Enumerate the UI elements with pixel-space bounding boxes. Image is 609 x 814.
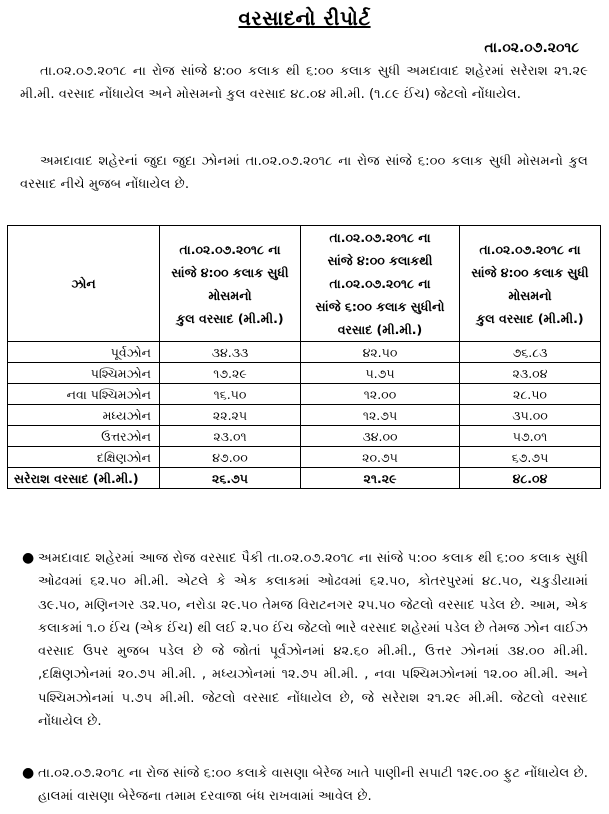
header-4pm-to-6pm (301, 226, 460, 342)
value-cell: ૨૩.૦૧ (160, 426, 301, 447)
header-line: મોસમનો (208, 287, 252, 303)
report-date: તા.૦૨.૦૭.૨૦૧૮ (484, 40, 579, 56)
value-cell: ૨૦.૭૫ (301, 447, 460, 468)
value-cell: ૪૭.૦૦ (160, 447, 301, 468)
header-total-till-4pm (160, 226, 301, 342)
value-cell: ૨૨.૨૫ (160, 405, 301, 426)
table-row (8, 363, 601, 384)
total-value-cell: ૪૮.૦૪ (460, 468, 601, 489)
value-cell: ૫.૭૫ (301, 363, 460, 384)
header-line: તા.૦૨.૦૭.૨૦૧૮ ના (329, 276, 431, 291)
total-label-cell: સરેરાશ વરસાદ (મી.મી.) (8, 468, 160, 489)
zone-cell: મધ્યઝોન (8, 405, 160, 426)
header-line: સાંજે ૪:૦૦ કલાક સુધી (471, 264, 589, 280)
value-cell: ૩૫.૦૦ (460, 405, 601, 426)
value-cell: ૧૨.૭૫ (301, 405, 460, 426)
total-value-cell: ૨૧.૨૯ (301, 468, 460, 489)
header-line: કુલ વરસાદ (મી.મી.) (176, 310, 284, 326)
table-row (8, 342, 601, 363)
value-cell: ૧૨.૦૦ (301, 384, 460, 405)
value-cell: ૧૭.૨૯ (160, 363, 301, 384)
value-cell: ૧૬.૫૦ (160, 384, 301, 405)
zone-cell: ઉત્તરઝોન (8, 426, 160, 447)
header-line: વરસાદ (મી.મી.) (337, 322, 423, 337)
total-value-cell: ૨૬.૭૫ (160, 468, 301, 489)
value-cell: ૬૭.૭૫ (460, 447, 601, 468)
report-title: વરસાદનો રીપોર્ટ (238, 6, 371, 30)
bullet-item (22, 762, 588, 809)
value-cell: ૨૮.૫૦ (460, 384, 601, 405)
intro-paragraph: તા.૦૨.૦૭.૨૦૧૮ ના રોજ સાંજે ૪:૦૦ કલાક થી ૬:૦૦ કલાક સુધી અમદાવાદ શહેરમાં સરેરાશ ૨૧.૨૯ મી.મી. વરસાદ નોંધાયેલ અને મોસમનો કુલ વરસાદ ૪૮.૦૪ મી.મી. (૧.૮૯ ઈંચ) જેટલો નોંધાયેલ. (20, 64, 588, 102)
table-row (8, 384, 601, 405)
value-cell: ૩૪.૩૩ (160, 342, 301, 363)
header-line: તા.૦૨.૦૭.૨૦૧૮ ના (479, 241, 581, 257)
zone-intro-paragraph: અમદાવાદ શહેરનાં જુદા જુદા ઝોનમાં તા.૦૨.૦૭.૨૦૧૮ ના રોજ સાંજે ૬:૦૦ કલાક સુધી મોસમનો કુલ વરસાદ નીચે મુજબ નોંધાયેલ છે. (20, 154, 588, 192)
table-row (8, 447, 601, 468)
header-line: સાંજે ૬:૦૦ કલાક સુધીનો (315, 299, 445, 314)
header-line: સાંજે ૪:૦૦ કલાક સુધી (171, 264, 289, 280)
table-total-row (8, 468, 601, 489)
zone-cell: પૂર્વઝોન (8, 342, 160, 363)
header-season-total (460, 226, 601, 342)
zone-cell: પશ્ચિમઝોન (8, 363, 160, 384)
rainfall-table (7, 225, 601, 489)
zone-cell: દક્ષિણઝોન (8, 447, 160, 468)
table-row (8, 426, 601, 447)
bullet-text: તા.૦૨.૦૭.૨૦૧૮ ના રોજ સાંજે ૬:૦૦ કલાકે વાસણા બેરેજ ખાતે પાણીની સપાટી ૧૨૯.૦૦ ફુટ નોંધાયેલ છે. હાલમાં વાસણા બેરેજના તમામ દરવાજા બંધ રાખવામાં આવેલ છે. (38, 766, 588, 805)
zone-cell: નવા પશ્ચિમઝોન (8, 384, 160, 405)
header-line: મોસમનો (508, 287, 552, 303)
value-cell: ૨૩.૦૪ (460, 363, 601, 384)
header-line: કુલ વરસાદ (મી.મી.) (476, 310, 584, 326)
header-line: સાંજે ૪:૦૦ કલાકથી (327, 253, 433, 268)
bullet-text: અમદાવાદ શહેરમાં આજ રોજ વરસાદ પૈકી તા.૦૨.૦૭.૨૦૧૮ ના સાંજે ૫:૦૦ કલાક થી ૬:૦૦ કલાક સુધી ઓઢવમાં ૬૨.૫૦ મી.મી. એટલે કે એક કલાકમાં ઓઢવમાં ૬૨.૫૦, કોતરપુરમાં ૪૮.૫૦, ચકુડીયામાં ૩૯.૫૦, મણિનગર ૩૨.૫૦, નરોડા ૨૯.૫૦ તેમજ વિરાટનગર ૨૫.૫૦ જેટલો વરસાદ પડેલ છે. આમ, એક કલાકમાં ૧.૦ ઈંચ (એક ઈંચ) થી લઈ ૨.૫૦ ઈંચ જેટલો ભારે વરસાદ શહેરમાં પડેલ છે તેમજ ઝોન વાઈઝ વરસાદ ઉપર મુજબ પડેલ છે જે જોતાં પૂર્વઝોનમાં ૪૨.૬૦ મી.મી., ઉત્તર ઝોનમાં ૩૪.૦૦ મી.મી. ,દક્ષિણઝોનમાં ૨૦.૭૫ મી.મી. , મધ્યઝોનમાં ૧૨.૭૫ મી.મી. , નવા પશ્ચિમઝોનમાં ૧૨.૦૦ મી.મી. અને પશ્ચિમઝોનમાં ૫.૭૫ મી.મી. જેટલો વરસાદ નોંધાયેલ છે, જે સરેરાશ ૨૧.૨૯ મી.મી. જેટલો વરસાદ નોંધાયેલ છે. (38, 551, 588, 730)
value-cell: ૩૪.૦૦ (301, 426, 460, 447)
header-line: તા.૦૨.૦૭.૨૦૧૮ ના (179, 241, 281, 257)
value-cell: ૫૭.૦૧ (460, 426, 601, 447)
header-line: તા.૦૨.૦૭.૨૦૧૮ ના (329, 230, 431, 245)
value-cell: ૭૬.૮૩ (460, 342, 601, 363)
table-row (8, 405, 601, 426)
table-header-row (8, 226, 601, 342)
bullet-dot-icon: ● (22, 550, 35, 566)
bullet-item (22, 547, 588, 733)
value-cell: ૪૨.૫૦ (301, 342, 460, 363)
bullet-dot-icon: ● (22, 765, 35, 781)
zone-header: ઝોન (8, 226, 160, 342)
